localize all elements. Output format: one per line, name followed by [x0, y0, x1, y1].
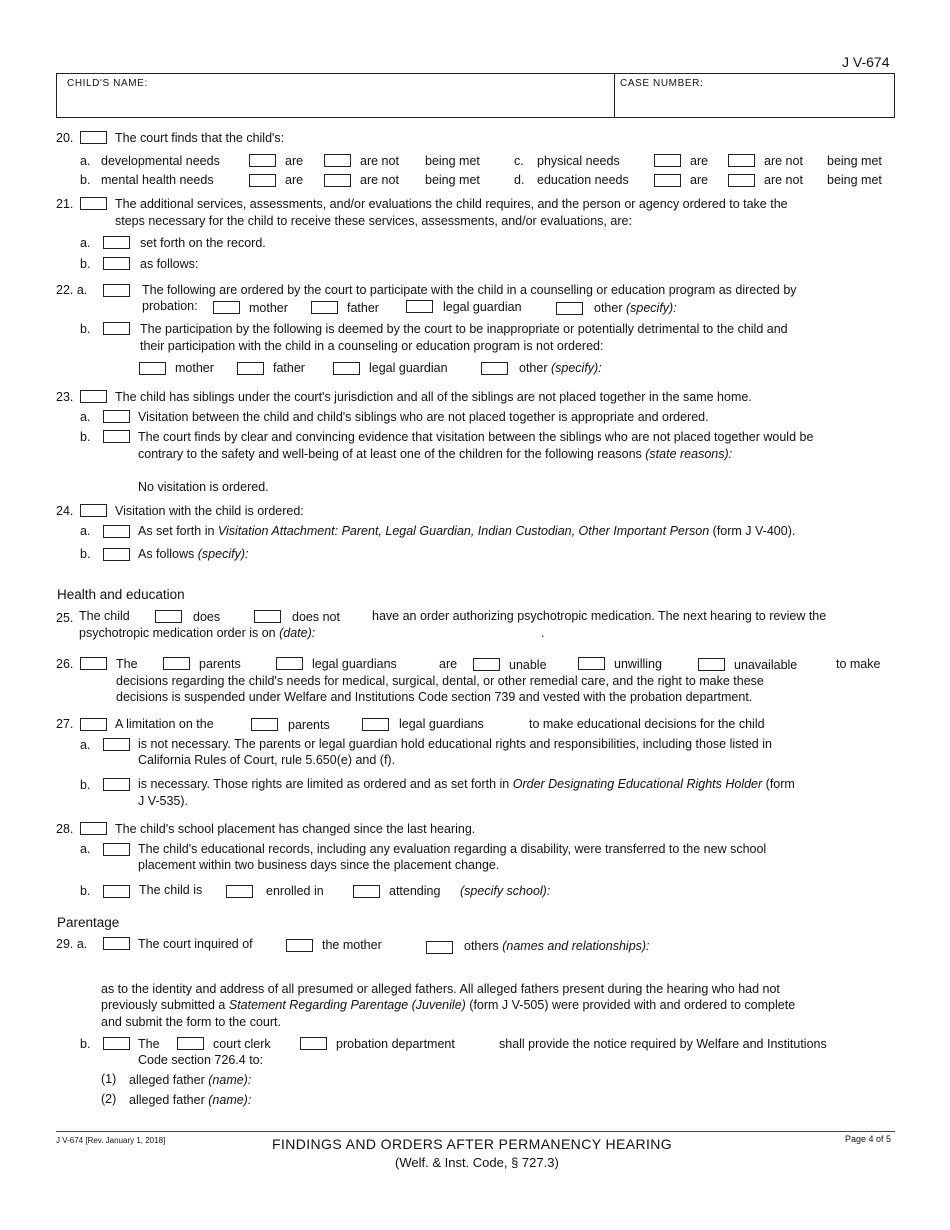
- item-26-unable: unable: [509, 658, 547, 672]
- case-number-field[interactable]: [718, 90, 888, 114]
- item-26-to-make: to make: [836, 657, 881, 671]
- item-20b-are-not: are not: [360, 173, 399, 187]
- item-28-number: 28.: [56, 822, 74, 836]
- item-22a-other-checkbox[interactable]: [556, 302, 583, 315]
- item-22a-mother: mother: [249, 301, 288, 315]
- item-20c-are-checkbox[interactable]: [654, 154, 681, 167]
- item-29a-others: [464, 938, 650, 954]
- item-22a-checkbox[interactable]: [103, 284, 130, 297]
- item-22b-specify: (specify):: [550, 361, 602, 375]
- item-21b-checkbox[interactable]: [103, 257, 130, 270]
- footer-rule: [56, 1131, 895, 1132]
- item-26-unavailable-checkbox[interactable]: [698, 658, 725, 671]
- item-25-period: .: [541, 626, 545, 640]
- item-24b-letter: b.: [80, 547, 91, 561]
- item-23-text: The child has siblings under the court's jurisdiction and all of the siblings are not placed together in the same home.: [115, 390, 752, 404]
- item-27b-post: (form: [765, 777, 795, 791]
- item-21a-checkbox[interactable]: [103, 236, 130, 249]
- item-29b-shall-provide: shall provide the notice required by Welfare and Institutions: [499, 1037, 827, 1051]
- item-22a-line2: probation:: [142, 299, 198, 313]
- item-24-text: Visitation with the child is ordered:: [115, 504, 304, 518]
- item-27-to-make: to make educational decisions for the child: [529, 717, 765, 731]
- header-divider: [614, 73, 615, 118]
- item-20c-are: are: [690, 154, 709, 168]
- item-25-line1-rest: have an order authorizing psychotropic medication. The next hearing to review the: [372, 609, 827, 623]
- item-22b-line1: The participation by the following is deemed by the court to be inappropriate or potentially detrimental to the child and: [140, 322, 788, 336]
- item-29b-court-clerk: court clerk: [213, 1037, 271, 1051]
- item-27-limitation: A limitation on the: [115, 717, 214, 731]
- item-29a-para2-pre: previously submitted a: [101, 998, 226, 1012]
- item-22-number: 22. a.: [56, 283, 88, 297]
- item-28a-checkbox[interactable]: [103, 843, 130, 856]
- health-education-heading: Health and education: [57, 587, 185, 602]
- item-27b-line2: J V-535).: [138, 794, 189, 808]
- item-22b-legal-guardian-checkbox[interactable]: [333, 362, 360, 375]
- item-22b-checkbox[interactable]: [103, 322, 130, 335]
- item-20a-are-checkbox[interactable]: [249, 154, 276, 167]
- item-27a-line2: California Rules of Court, rule 5.650(e) and (f).: [138, 753, 396, 767]
- item-26-number: 26.: [56, 657, 74, 671]
- item-25-does: does: [193, 610, 221, 624]
- item-27b-pre: is necessary. Those rights are limited as ordered and as set forth in: [138, 777, 510, 791]
- item-23b-line2: [138, 446, 732, 462]
- item-26-parents: parents: [199, 657, 241, 671]
- item-22b-letter: b.: [80, 322, 91, 336]
- item-22a-other: [594, 300, 677, 316]
- item-21-checkbox[interactable]: [80, 197, 107, 210]
- parentage-heading: Parentage: [57, 915, 120, 930]
- item-29b-code: Code section 726.4 to:: [138, 1053, 264, 1067]
- item-20a-are-not: are not: [360, 154, 399, 168]
- item-21a-letter: a.: [80, 236, 91, 250]
- item-26-legal-guardians: legal guardians: [312, 657, 397, 671]
- item-23b-line2-text: contrary to the safety and well-being of at least one of the children for the following reasons: [138, 447, 642, 461]
- item-29a-names-relationships: (names and relationships):: [502, 939, 650, 953]
- item-20a-label: developmental needs: [101, 154, 220, 168]
- item-22a-father-checkbox[interactable]: [311, 301, 338, 314]
- item-24a-checkbox[interactable]: [103, 525, 130, 538]
- item-28-checkbox[interactable]: [80, 822, 107, 835]
- item-26-unwilling-checkbox[interactable]: [578, 657, 605, 670]
- item-27-parents-checkbox[interactable]: [251, 718, 278, 731]
- item-24b-checkbox[interactable]: [103, 548, 130, 561]
- item-29b-2-alleged-father: alleged father: [129, 1093, 205, 1107]
- item-20b-are-not-checkbox[interactable]: [324, 174, 351, 187]
- item-25-does-not: does not: [292, 610, 340, 624]
- item-24a-pre: As set forth in: [138, 524, 215, 538]
- item-22b-other-label: other: [519, 361, 548, 375]
- item-25-line2: [79, 625, 315, 641]
- form-id: J V-674: [842, 54, 890, 70]
- item-25-number: 25.: [56, 611, 74, 625]
- item-23a-letter: a.: [80, 410, 91, 424]
- item-22b-line2: their participation with the child in a counseling or education program is not ordered:: [140, 339, 604, 353]
- item-28b-checkbox[interactable]: [103, 885, 130, 898]
- item-27-checkbox[interactable]: [80, 718, 107, 731]
- item-27b-line1: [138, 776, 795, 792]
- item-28b-letter: b.: [80, 884, 91, 898]
- item-29b-letter: b.: [80, 1037, 91, 1051]
- item-27a-checkbox[interactable]: [103, 738, 130, 751]
- item-22b-father-checkbox[interactable]: [237, 362, 264, 375]
- item-20d-are-checkbox[interactable]: [654, 174, 681, 187]
- item-22b-mother-checkbox[interactable]: [139, 362, 166, 375]
- item-28b-enrolled-checkbox[interactable]: [226, 885, 253, 898]
- item-29-number: 29. a.: [56, 937, 88, 951]
- item-29b-the: The: [138, 1037, 160, 1051]
- item-20d-letter: d.: [514, 173, 525, 187]
- item-20b-being-met: being met: [425, 173, 480, 187]
- item-24a-attachment-title: Visitation Attachment: Parent, Legal Guardian, Indian Custodian, Other Important Person: [217, 524, 710, 538]
- item-29b-1-number: (1): [101, 1072, 117, 1086]
- item-20a-letter: a.: [80, 154, 91, 168]
- item-27b-letter: b.: [80, 778, 91, 792]
- item-23b-letter: b.: [80, 430, 91, 444]
- item-20d-are-not: are not: [764, 173, 803, 187]
- item-25-date-label: (date):: [279, 626, 316, 640]
- item-27-legal-guardians-checkbox[interactable]: [362, 718, 389, 731]
- item-28b-enrolled-in: enrolled in: [266, 884, 324, 898]
- item-23b-checkbox[interactable]: [103, 430, 130, 443]
- footer-citation: (Welf. & Inst. Code, § 727.3): [395, 1155, 559, 1170]
- item-29b-probation-checkbox[interactable]: [300, 1037, 327, 1050]
- item-28b-text: The child is: [139, 883, 203, 897]
- item-28b-attending: attending: [389, 884, 441, 898]
- item-24a-post: (form J V-400).: [712, 524, 796, 538]
- item-20a-are-not-checkbox[interactable]: [324, 154, 351, 167]
- item-29b-1-alleged-father: alleged father: [129, 1073, 205, 1087]
- item-29a-para1: as to the identity and address of all presumed or alleged fathers. All alleged fathers present during the hearing who had not: [101, 982, 780, 996]
- item-24a-text: [138, 523, 795, 539]
- item-26-checkbox[interactable]: [80, 657, 107, 670]
- item-20b-letter: b.: [80, 173, 91, 187]
- item-20d-being-met: being met: [827, 173, 882, 187]
- item-26-unwilling: unwilling: [614, 657, 662, 671]
- item-21-line1: The additional services, assessments, and/or evaluations the child requires, and the person or agency ordered to take the: [115, 197, 788, 211]
- item-28-text: The child's school placement has changed since the last hearing.: [115, 822, 476, 836]
- item-24a-letter: a.: [80, 524, 91, 538]
- childs-name-label: CHILD'S NAME:: [67, 78, 148, 89]
- item-22b-father: father: [273, 361, 305, 375]
- footer-form-rev: J V-674 [Rev. January 1, 2018]: [56, 1136, 166, 1145]
- item-21b-letter: b.: [80, 257, 91, 271]
- item-29a-inquired: The court inquired of: [138, 937, 253, 951]
- item-20a-are: are: [285, 154, 304, 168]
- item-20-number: 20.: [56, 131, 74, 145]
- item-23-no-visitation: No visitation is ordered.: [138, 480, 269, 494]
- item-24b-text: [138, 546, 248, 562]
- item-29b-court-clerk-checkbox[interactable]: [177, 1037, 204, 1050]
- item-20b-label: mental health needs: [101, 173, 214, 187]
- item-22a-father: father: [347, 301, 379, 315]
- item-23b-state-reasons: (state reasons):: [645, 447, 733, 461]
- item-29a-para2: [101, 997, 795, 1013]
- item-29b-2-name: (name):: [208, 1093, 252, 1107]
- item-27-number: 27.: [56, 717, 74, 731]
- item-29a-mother-checkbox[interactable]: [286, 939, 313, 952]
- item-29b-probation-department: probation department: [336, 1037, 455, 1051]
- item-26-are: are: [439, 657, 458, 671]
- item-25-the-child: The child: [79, 609, 130, 623]
- item-24-number: 24.: [56, 504, 74, 518]
- item-22b-legal-guardian: legal guardian: [369, 361, 448, 375]
- item-23-checkbox[interactable]: [80, 390, 107, 403]
- item-20d-are: are: [690, 173, 709, 187]
- item-23a-text: Visitation between the child and child's siblings who are not placed together is appropriate and ordered.: [138, 410, 709, 424]
- item-22a-specify: (specify):: [625, 301, 677, 315]
- item-29a-others-checkbox[interactable]: [426, 941, 453, 954]
- childs-name-field[interactable]: [160, 90, 606, 114]
- item-20-checkbox[interactable]: [80, 131, 107, 144]
- item-29a-checkbox[interactable]: [103, 937, 130, 950]
- item-25-does-not-checkbox[interactable]: [254, 610, 281, 623]
- item-26-line3: decisions is suspended under Welfare and Institutions Code section 739 and vested with the probation department.: [116, 690, 753, 704]
- item-28a-line2: placement within two business days since the placement change.: [138, 858, 500, 872]
- item-27-legal-guardians: legal guardians: [399, 717, 484, 731]
- item-26-line2: decisions regarding the child's needs for medical, surgical, dental, or other remedial care, and the right to make these: [116, 674, 764, 688]
- item-26-unavailable: unavailable: [734, 658, 798, 672]
- item-20d-are-not-checkbox[interactable]: [728, 174, 755, 187]
- item-29b-checkbox[interactable]: [103, 1037, 130, 1050]
- item-29a-others-label: others: [464, 939, 499, 953]
- item-22b-mother: mother: [175, 361, 214, 375]
- item-22b-other-checkbox[interactable]: [481, 362, 508, 375]
- item-29b-1-name: (name):: [208, 1073, 252, 1087]
- item-22a-legal-guardian: legal guardian: [443, 300, 522, 314]
- item-29a-the-mother: the mother: [322, 938, 382, 952]
- item-22b-other: [519, 360, 602, 376]
- item-28b-attending-checkbox[interactable]: [353, 885, 380, 898]
- item-29a-para3: and submit the form to the court.: [101, 1015, 281, 1029]
- item-28a-line1: The child's educational records, including any evaluation regarding a disability, were transferred to the new school: [138, 842, 767, 856]
- item-22a-line1: The following are ordered by the court to participate with the child in a counselling or education program as directed by: [142, 283, 797, 297]
- item-20b-are: are: [285, 173, 304, 187]
- item-20c-are-not-checkbox[interactable]: [728, 154, 755, 167]
- footer-page-number: Page 4 of 5: [845, 1134, 892, 1144]
- item-26-unable-checkbox[interactable]: [473, 658, 500, 671]
- item-26-the: The: [116, 657, 138, 671]
- item-21b-text: as follows:: [140, 257, 199, 271]
- item-29a-statement-title: Statement Regarding Parentage (Juvenile): [228, 998, 466, 1012]
- case-number-label: CASE NUMBER:: [620, 78, 704, 89]
- item-20b-are-checkbox[interactable]: [249, 174, 276, 187]
- item-21a-text: set forth on the record.: [140, 236, 266, 250]
- item-27b-checkbox[interactable]: [103, 778, 130, 791]
- item-20d-label: education needs: [537, 173, 629, 187]
- item-22a-mother-checkbox[interactable]: [213, 301, 240, 314]
- item-29b-2-label: [129, 1092, 251, 1108]
- item-26-parents-checkbox[interactable]: [163, 657, 190, 670]
- item-27-parents: parents: [288, 718, 330, 732]
- item-24b-label: As follows: [138, 547, 195, 561]
- item-29a-para2-post: (form J V-505) were provided with and ordered to complete: [469, 998, 796, 1012]
- item-22a-legal-guardian-checkbox[interactable]: [406, 300, 433, 313]
- item-26-legal-guardians-checkbox[interactable]: [276, 657, 303, 670]
- item-28b-specify-school: (specify school):: [460, 884, 551, 898]
- item-20-text: The court finds that the child's:: [115, 131, 285, 145]
- item-23a-checkbox[interactable]: [103, 410, 130, 423]
- item-20c-being-met: being met: [827, 154, 882, 168]
- item-25-does-checkbox[interactable]: [155, 610, 182, 623]
- item-20a-being-met: being met: [425, 154, 480, 168]
- item-23b-line1: The court finds by clear and convincing evidence that visitation between the siblings who are not placed together would be: [138, 430, 814, 444]
- item-23-number: 23.: [56, 390, 74, 404]
- item-20c-label: physical needs: [537, 154, 620, 168]
- item-29b-1-label: [129, 1072, 251, 1088]
- item-21-line2: steps necessary for the child to receive these services, assessments, and/or evaluations, are:: [115, 214, 632, 228]
- item-28a-letter: a.: [80, 842, 91, 856]
- footer-title: FINDINGS AND ORDERS AFTER PERMANENCY HEARING: [272, 1136, 673, 1152]
- item-24-checkbox[interactable]: [80, 504, 107, 517]
- item-27a-line1: is not necessary. The parents or legal guardian hold educational rights and responsibilities, including those listed in: [138, 737, 772, 751]
- item-29b-2-number: (2): [101, 1092, 117, 1106]
- item-25-line2-text: psychotropic medication order is on: [79, 626, 276, 640]
- item-20c-letter: c.: [514, 154, 524, 168]
- item-27b-form-title: Order Designating Educational Rights Holder: [512, 777, 763, 791]
- item-24b-specify: (specify):: [197, 547, 249, 561]
- item-22a-other-label: other: [594, 301, 623, 315]
- item-27a-letter: a.: [80, 738, 91, 752]
- item-20c-are-not: are not: [764, 154, 803, 168]
- item-21-number: 21.: [56, 197, 74, 211]
